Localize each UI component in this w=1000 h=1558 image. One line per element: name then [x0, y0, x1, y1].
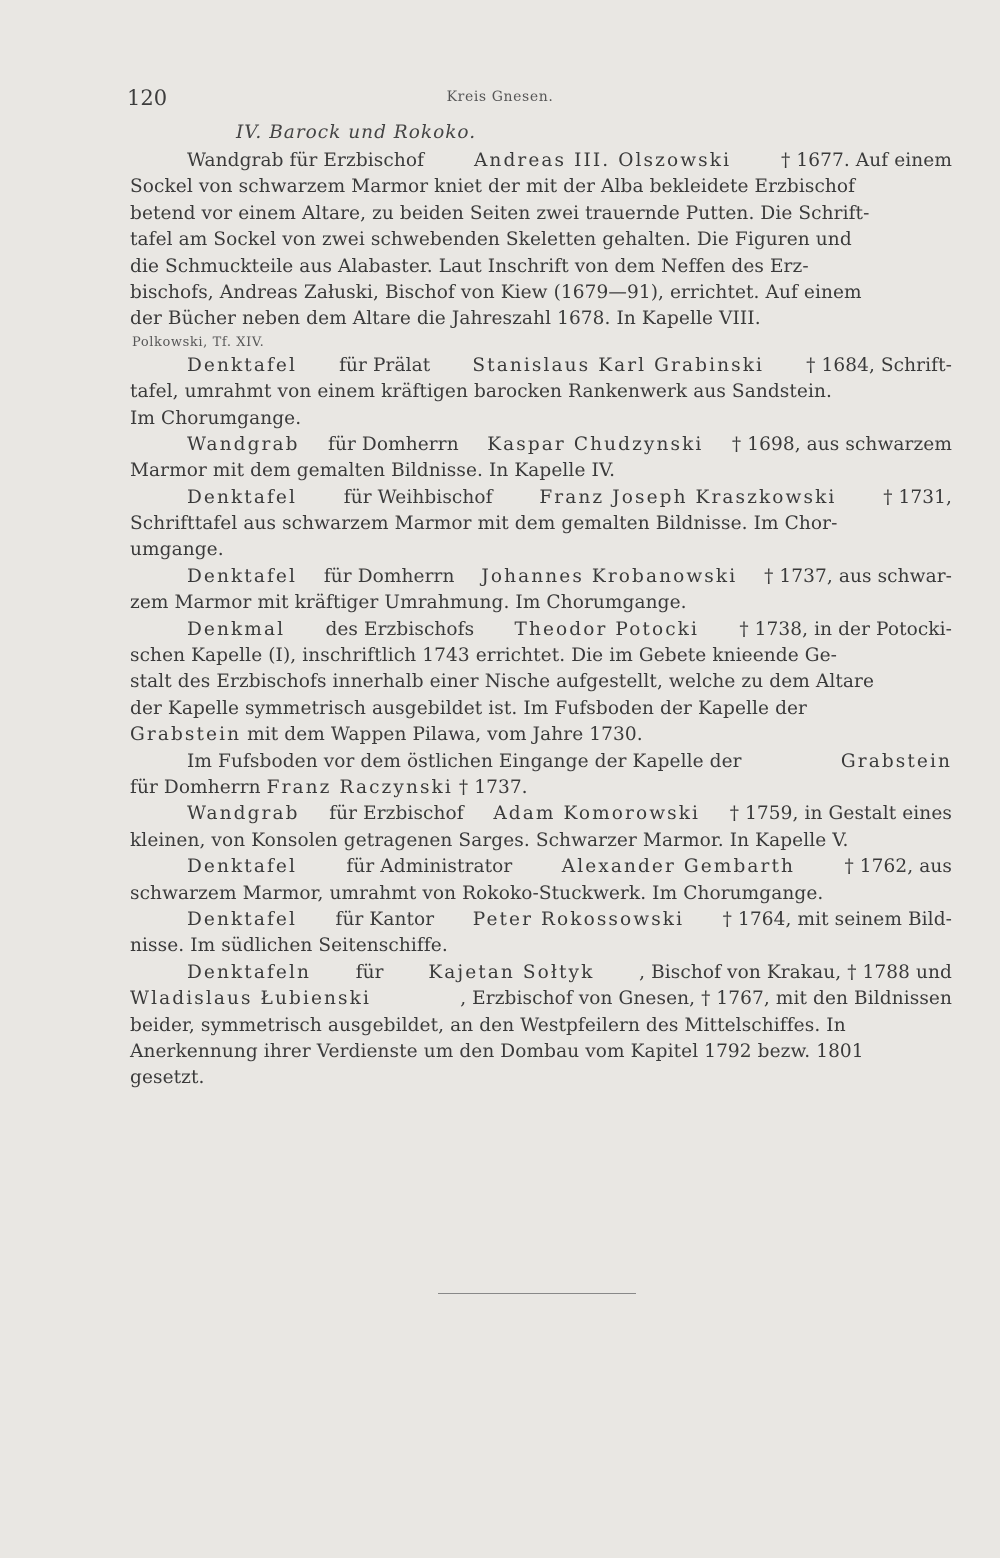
text-line: Marmor mit dem gemalten Bildnisse. In Kapelle IV.	[130, 460, 616, 482]
text-line	[130, 148, 952, 174]
monument-type: Denktafel	[187, 856, 297, 878]
line-text: für Kantor	[335, 908, 435, 930]
text-line: tafel am Sockel von zwei schwebenden Skeletten gehalten. Die Figuren und	[130, 229, 852, 251]
running-title: Kreis Gnesen.	[446, 89, 554, 105]
text-line: kleinen, von Konsolen getragenen Sarges. Schwarzer Marmor. In Kapelle V.	[130, 829, 849, 851]
text-line	[130, 617, 952, 643]
text-line	[130, 485, 952, 511]
section-heading: IV. Barock und Rokoko.	[236, 122, 477, 143]
line-text: † 1764, mit seinem Bild-	[722, 908, 952, 930]
monument-type: Denktafeln	[187, 961, 311, 983]
line-text: für Domherrn	[328, 433, 459, 455]
monument-type: Denktafel	[187, 486, 297, 508]
text-line: beider, symmetrisch ausgebildet, an den Westpfeilern des Mittelschiffes. In	[130, 1014, 846, 1036]
text-line: die Schmuckteile aus Alabaster. Laut Inschrift von dem Neffen des Erz-	[130, 255, 809, 277]
text-line: der Kapelle symmetrisch ausgebildet ist. Im Fufsboden der Kapelle der	[130, 697, 808, 719]
name-spaced: Alexander Gembarth	[561, 856, 796, 878]
text-line	[130, 432, 952, 458]
line-text: † 1737.	[452, 776, 528, 798]
line-text: † 1731,	[883, 486, 952, 508]
name-spaced: Theodor Potocki	[514, 618, 699, 640]
line-text: † 1762, aus	[844, 856, 952, 878]
line-text: Im Fufsboden vor dem östlichen Eingange der Kapelle der	[187, 750, 742, 772]
end-rule	[438, 1293, 636, 1294]
text-line: bischofs, Andreas Załuski, Bischof von Kiew (1679—91), errichtet. Auf einem	[130, 281, 862, 303]
reference-note: Polkowski, Tf. XIV.	[132, 334, 265, 350]
line-text: † 1759, in Gestalt eines	[729, 803, 952, 825]
name-spaced: Kajetan Sołtyk	[428, 961, 595, 983]
name-spaced: Andreas III. Olszowski	[473, 150, 732, 171]
text-line: stalt des Erzbischofs innerhalb einer Nische aufgestellt, welche zu dem Altare	[130, 671, 874, 693]
text-line	[130, 749, 952, 775]
name-spaced: Johannes Krobanowski	[481, 565, 738, 587]
text-line: zem Marmor mit kräftiger Umrahmung. Im Chorumgange.	[130, 592, 687, 614]
text-line	[130, 775, 952, 801]
line-text: für Erzbischof	[329, 803, 464, 825]
line-text: Wandgrab für Erzbischof	[187, 150, 425, 171]
text-line	[130, 801, 952, 827]
name-spaced: Grabstein	[840, 750, 952, 772]
page-number: 120	[127, 86, 168, 110]
text-line	[130, 907, 952, 933]
line-text: , Erzbischof von Gnesen, † 1767, mit den Bildnissen	[460, 988, 952, 1010]
monument-type: Wandgrab	[187, 803, 300, 825]
name-spaced: Kaspar Chudzynski	[487, 433, 704, 455]
monument-type: Denkmal	[187, 618, 286, 640]
monument-type: Wandgrab	[187, 433, 300, 455]
monument-type: Denktafel	[187, 565, 297, 587]
text-line: Anerkennung ihrer Verdienste um den Dombau vom Kapitel 1792 bezw. 1801	[130, 1040, 864, 1062]
text-line	[130, 986, 952, 1012]
name-spaced: Wladislaus Łubienski	[130, 988, 371, 1010]
line-text: † 1738, in der Potocki-	[739, 618, 952, 640]
name-spaced: Adam Komorowski	[493, 803, 701, 825]
line-text: für	[355, 961, 384, 983]
name-spaced: Franz Joseph Kraszkowski	[539, 486, 837, 508]
text-line	[130, 722, 952, 748]
line-text: des Erzbischofs	[325, 618, 475, 640]
text-line: der Bücher neben dem Altare die Jahreszahl 1678. In Kapelle VIII.	[130, 308, 761, 330]
text-line: gesetzt.	[130, 1067, 205, 1089]
name-spaced: Grabstein	[130, 724, 242, 746]
text-line: schwarzem Marmor, umrahmt von Rokoko-Stuckwerk. Im Chorumgange.	[130, 882, 824, 904]
text-line: betend vor einem Altare, zu beiden Seiten zwei trauernde Putten. Die Schrift-	[130, 202, 870, 224]
text-line	[130, 960, 952, 986]
text-line: Im Chorumgange.	[130, 407, 302, 429]
text-line: nisse. Im südlichen Seitenschiffe.	[130, 935, 448, 957]
line-text: mit dem Wappen Pilawa, vom Jahre 1730.	[241, 724, 643, 746]
monument-type: Denktafel	[187, 354, 297, 376]
line-text: für Administrator	[346, 856, 513, 878]
body-text	[130, 148, 952, 1092]
line-text: für Domherrn	[130, 776, 267, 798]
line-text: für Prälat	[339, 354, 431, 376]
name-spaced: Stanislaus Karl Grabinski	[472, 354, 765, 376]
monument-type: Denktafel	[187, 908, 297, 930]
line-text: † 1677. Auf einem	[781, 150, 952, 171]
text-line: Schrifttafel aus schwarzem Marmor mit dem gemalten Bildnisse. Im Chor-	[130, 513, 838, 535]
line-text: † 1698, aus schwarzem	[731, 433, 952, 455]
line-text: † 1737, aus schwar-	[764, 565, 952, 587]
text-line: Sockel von schwarzem Marmor kniet der mit der Alba bekleidete Erzbischof	[130, 176, 856, 198]
line-text: , Bischof von Krakau, † 1788 und	[639, 961, 952, 983]
line-text: † 1684, Schrift-	[806, 354, 952, 376]
name-spaced: Franz Raczynski	[266, 776, 453, 798]
text-line	[130, 353, 952, 379]
name-spaced: Peter Rokossowski	[472, 908, 685, 930]
text-line	[130, 854, 952, 880]
text-line: schen Kapelle (I), inschriftlich 1743 errichtet. Die im Gebete knieende Ge-	[130, 645, 838, 667]
text-line	[130, 564, 952, 590]
line-text: für Domherrn	[323, 565, 455, 587]
text-line: tafel, umrahmt von einem kräftigen barocken Rankenwerk aus Sandstein.	[130, 381, 832, 403]
text-line: umgange.	[130, 539, 224, 561]
line-text: für Weihbischof	[343, 486, 493, 508]
